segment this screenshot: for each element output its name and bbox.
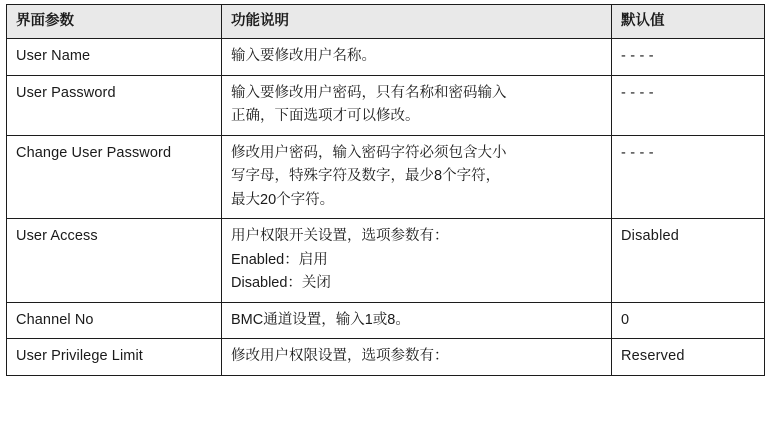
description-line: 最大20个字符。 xyxy=(231,191,335,208)
cell-parameter-name: Channel No xyxy=(7,302,222,338)
column-header-description: 功能说明 xyxy=(222,5,612,39)
table-header-row xyxy=(7,5,765,39)
cell-default-value: - - - - xyxy=(612,75,765,135)
description-line: 用户权限开关设置，选项参数有： xyxy=(231,228,449,245)
cell-parameter-name: Change User Password xyxy=(7,135,222,218)
description-line: 输入要修改用户密码，只有名称和密码输入 xyxy=(231,84,507,101)
description-line: BMC通道设置，输入1或8。 xyxy=(231,311,410,328)
cell-default-value: - - - - xyxy=(612,39,765,75)
column-header-default: 默认值 xyxy=(612,5,765,39)
cell-default-value: Reserved xyxy=(612,339,765,375)
cell-parameter-name: User Access xyxy=(7,219,222,302)
cell-description xyxy=(222,135,612,218)
table-header xyxy=(7,5,765,39)
description-line: 修改用户密码，输入密码字符必须包含大小 xyxy=(231,144,507,161)
description-line: 修改用户权限设置，选项参数有： xyxy=(231,348,449,365)
parameter-table xyxy=(6,4,765,376)
description-line: 写字母，特殊字符及数字，最少8个字符， xyxy=(231,168,501,185)
cell-description xyxy=(222,302,612,338)
cell-description xyxy=(222,219,612,302)
cell-default-value: - - - - xyxy=(612,135,765,218)
cell-description xyxy=(222,339,612,375)
table-row xyxy=(7,339,765,375)
cell-parameter-name: User Password xyxy=(7,75,222,135)
cell-description xyxy=(222,39,612,75)
cell-default-value: Disabled xyxy=(612,219,765,302)
document-page xyxy=(0,4,774,432)
description-line: 输入要修改用户名称。 xyxy=(231,48,376,65)
table-row xyxy=(7,302,765,338)
table-row xyxy=(7,135,765,218)
column-header-parameter: 界面参数 xyxy=(7,5,222,39)
description-line: 正确，下面选项才可以修改。 xyxy=(231,108,420,125)
cell-description xyxy=(222,75,612,135)
cell-parameter-name: User Privilege Limit xyxy=(7,339,222,375)
table-body xyxy=(7,39,765,375)
description-line: Enabled：启用 xyxy=(231,251,328,268)
table-row xyxy=(7,75,765,135)
description-line: Disabled：关闭 xyxy=(231,275,331,292)
table-row xyxy=(7,219,765,302)
cell-default-value: 0 xyxy=(612,302,765,338)
cell-parameter-name: User Name xyxy=(7,39,222,75)
table-row xyxy=(7,39,765,75)
